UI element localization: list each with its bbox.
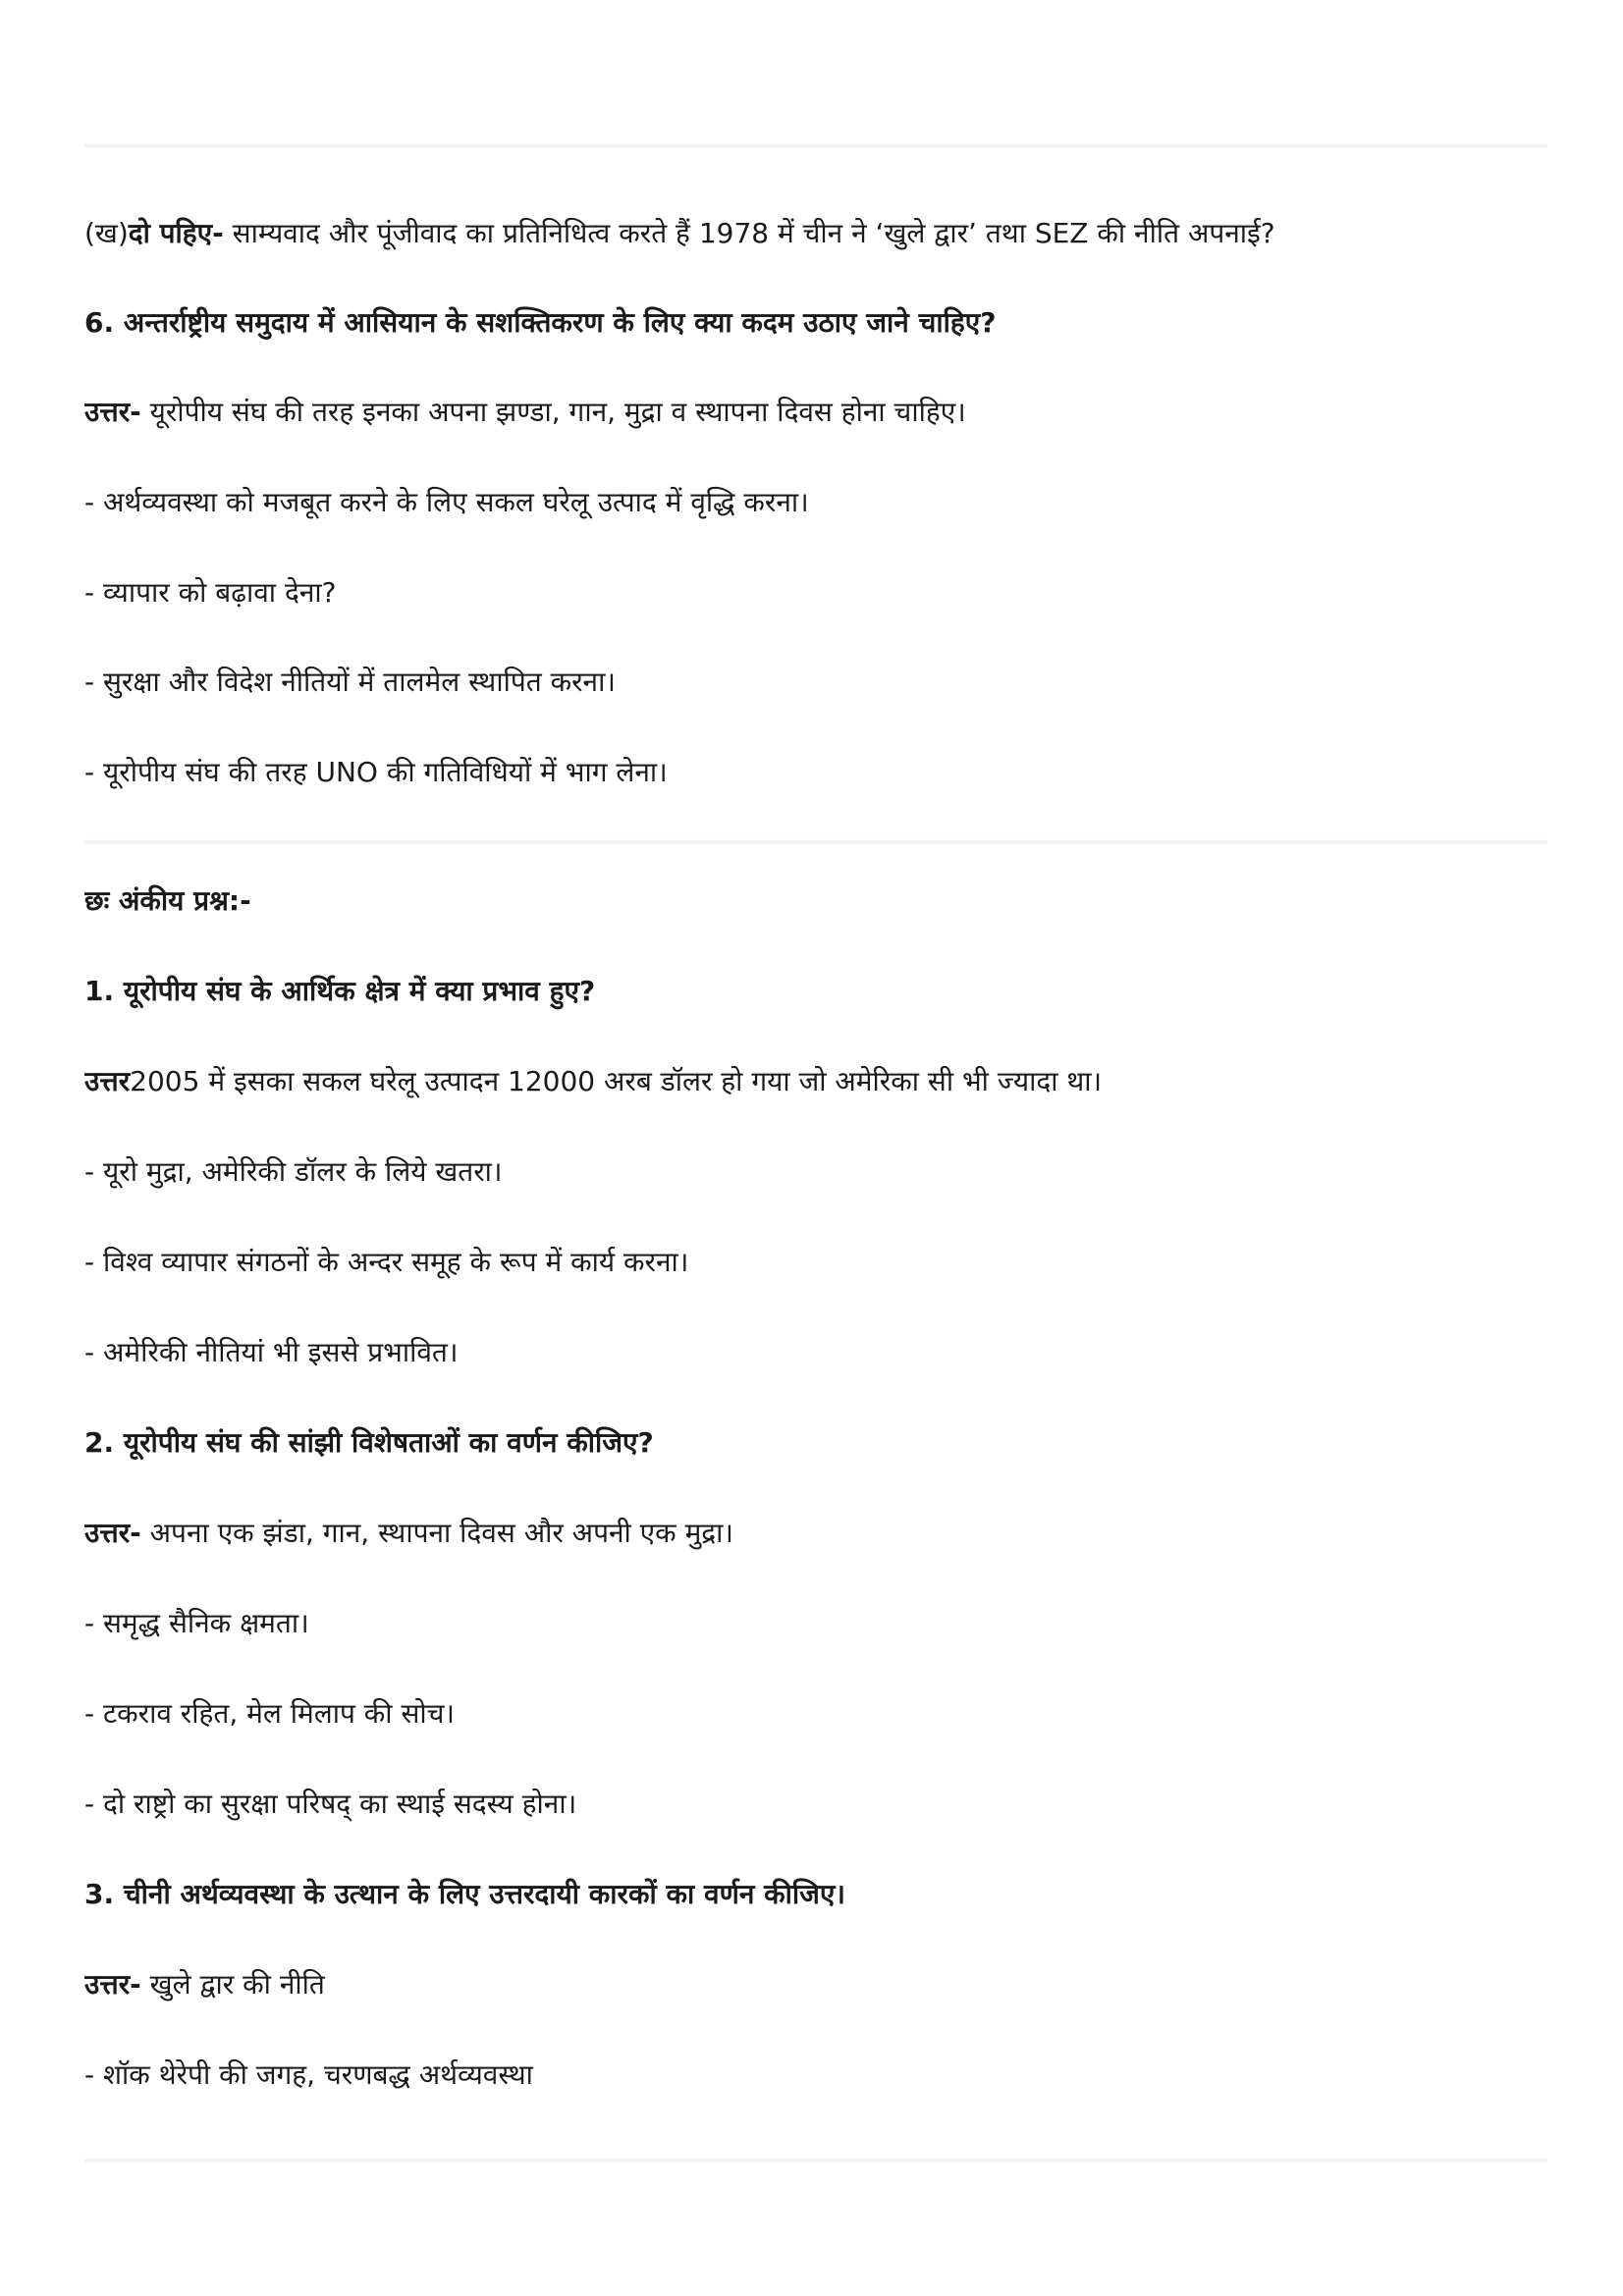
answer-1: [84, 1062, 1547, 1101]
answer-2-point-2: - टकराव रहित, मेल मिलाप की सोच।: [84, 1697, 456, 1730]
top-divider: [84, 143, 1547, 149]
answer-2-point-3: - दो राष्ट्रो का सुरक्षा परिषद् का स्थाई सदस्य होना।: [84, 1788, 577, 1820]
question-3: 3. चीनी अर्थव्यवस्था के उत्थान के लिए उत्तरदायी कारकों का वर्णन कीजिए।: [84, 1878, 845, 1910]
bottom-divider: [84, 2158, 1547, 2163]
answer-1-text: 2005 में इसका सकल घरेलू उत्पादन 12000 अरब डॉलर हो गया जो अमेरिका सी भी ज्यादा था।: [130, 1065, 1103, 1097]
question-2: 2. यूरोपीय संघ की सांझी विशेषताओं का वर्णन कीजिए?: [84, 1426, 654, 1459]
answer-1-point-2: - विश्व व्यापार संगठनों के अन्दर समूह के रूप में कार्य करना।: [84, 1246, 689, 1278]
section-a-text: साम्यवाद और पूंजीवाद का प्रतिनिधित्व करते हैं 1978 में चीन ने ‘खुले द्वार’ तथा SEZ की नीति अपनाई?: [223, 217, 1275, 249]
answer-1-point-1: - यूरो मुद्रा, अमेरिकी डॉलर के लिये खतरा।: [84, 1155, 503, 1188]
section-a-tail-line: [84, 214, 1547, 253]
answer-6: [84, 393, 1547, 432]
answer-1-point-3: - अमेरिकी नीतियां भी इससे प्रभावित।: [84, 1336, 459, 1368]
answer-6-point-4: - यूरोपीय संघ की तरह UNO की गतिविधियों में भाग लेना।: [84, 756, 668, 788]
answer-3-point-1: - शॉक थेरेपी की जगह, चरणबद्ध अर्थव्यवस्था: [84, 2058, 533, 2091]
question-6: 6. अन्तर्राष्ट्रीय समुदाय में आसियान के सशक्तिकरण के लिए क्या कदम उठाए जाने चाहिए?: [84, 306, 997, 339]
answer-2-point-1: - समृद्ध सैनिक क्षमता।: [84, 1607, 309, 1639]
answer-3-text: खुले द्वार की नीति: [140, 1968, 325, 2001]
answer-1-label: उत्तर: [84, 1065, 131, 1097]
answer-6-label: उत्तर-: [84, 396, 141, 428]
answer-3: [84, 1965, 1547, 2004]
answer-2-label: उत्तर-: [84, 1517, 141, 1549]
section-heading: छः अंकीय प्रश्न:-: [84, 884, 251, 917]
section-a-prefix: (ख): [84, 217, 129, 249]
answer-6-point-1: - अर्थव्यवस्था को मजबूत करने के लिए सकल घरेलू उत्पाद में वृद्धि करना।: [84, 486, 809, 518]
answer-2: [84, 1514, 1547, 1553]
answer-6-point-3: - सुरक्षा और विदेश नीतियों में तालमेल स्थापित करना।: [84, 666, 616, 698]
question-1: 1. यूरोपीय संघ के आर्थिक क्षेत्र में क्या प्रभाव हुए?: [84, 975, 596, 1007]
answer-6-point-2: - व्यापार को बढ़ावा देना?: [84, 576, 337, 609]
answer-6-text: यूरोपीय संघ की तरह इनका अपना झण्डा, गान, मुद्रा व स्थापना दिवस होना चाहिए।: [140, 396, 966, 428]
section-a-bold-lead: दो पहिए-: [128, 217, 224, 249]
middle-divider: [84, 839, 1547, 845]
answer-2-text: अपना एक झंडा, गान, स्थापना दिवस और अपनी एक मुद्रा।: [140, 1517, 734, 1549]
answer-3-label: उत्तर-: [84, 1968, 141, 2001]
